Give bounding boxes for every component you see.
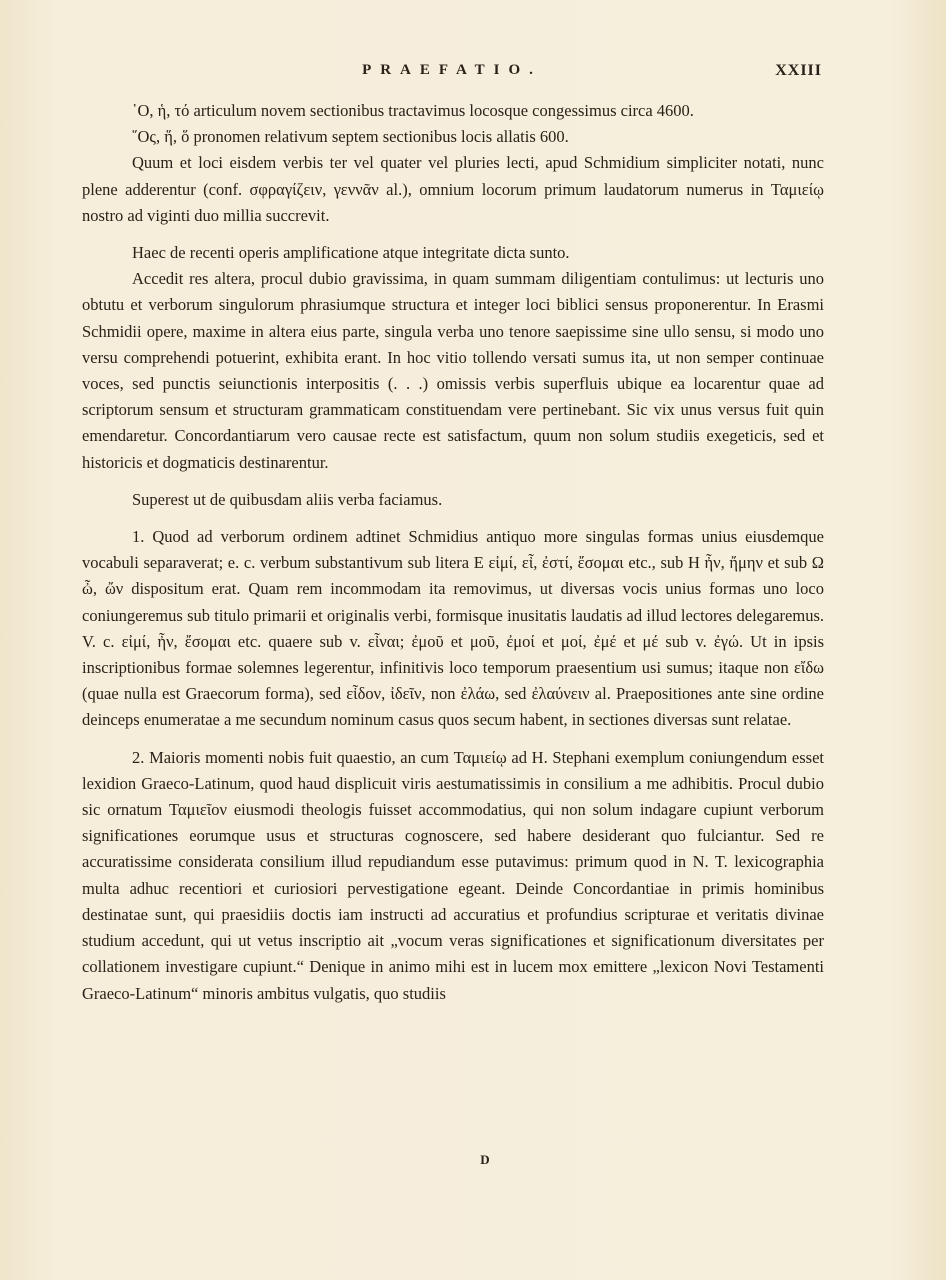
signature-mark: D bbox=[480, 1152, 490, 1167]
page-header bbox=[82, 60, 822, 84]
paragraph-articulus: ῾Ο, ἡ, τό articulum novem sectionibus tractavimus locosque congessimus circa 4600. bbox=[132, 101, 694, 120]
paragraph-amplificatio: Haec de recenti operis amplificatione atque integritate dicta sunto. bbox=[132, 243, 570, 263]
main-text bbox=[82, 98, 824, 1007]
page-number: XXIII bbox=[775, 62, 822, 79]
paragraph-res-altera: Accedit res altera, procul dubio gravissima, in quam summam diligentiam contulimus: ut lecturis uno obtutu et verborum singulorum phrasiumque structura et integer loci biblici sensus proponerentur. In Erasmi Schmidii opere, maxime in altera eius parte, singula verba uno tenore saepissime sine ullo sensu, si modo uno versu comprehendi potuerint, exhibita erant. In hoc vitio tollendo versati sumus ita, ut non semper continuae voces, sed punctis seiunctionis interpositis (. . .) omissis verbis superfluis ubique ea locarentur quae ad scriptorum sensum et structuram grammaticam constituendam vere pertinebant. Sic vix unus versus fuit quin emendaretur. Concordantiarum vero causae recte est satisfactum, quum non solum studiis exegeticis, sed et historicis et dogmaticis destinarentur. bbox=[82, 269, 824, 472]
running-title: PRAEFATIO. bbox=[362, 62, 542, 78]
paragraph-loci-numerus: Quum et loci eisdem verbis ter vel quater vel pluries lecti, apud Schmidium simpliciter notati, nunc plene adderentur (conf. σφραγίζειν, γεννᾶν al.), omnium locorum primum laudatorum numerus in Ταμιείῳ nostro ad viginti duo millia succrevit. bbox=[82, 153, 824, 225]
paragraph-superest: Superest ut de quibusdam aliis verba faciamus. bbox=[132, 489, 443, 509]
paragraph-verborum-ordo: 1. Quod ad verborum ordinem adtinet Schmidius antiquo more singulas formas unius eiusdemque vocabuli separaverat; e. c. verbum substantivum sub litera E εἰμί, εἶ, ἐστί, ἔσομαι etc., sub H ἦν, ἤμην et sub Ω ὦ, ὤν dispositum erat. Quam rem incommodam ita removimus, ut diversas vocis unius formas uno loco coniungeremus sub titulo primarii et originalis verbi, formisque inusitatis laudatis ad illud lectores delegaremus. V. c. εἰμί, ἦν, ἔσομαι etc. quaere sub v. εἶναι; ἐμοῦ et μοῦ, ἐμοί et μοί, ἐμέ et μέ sub v. ἐγώ. Ut in ipsis inscriptionibus formae solemnes legerentur, infinitivis loco temporum praesentium usi sumus; itaque non εἴδω (quae nulla est Graecorum forma), sed εἶδον, ἰδεῖν, non ἐλάω, sed ἐλαύνειν al. Praepositiones ante sine ordine deinceps enumeratae a me secundum nominum casus quos secum habent, in sectiones diversas sunt relatae. bbox=[82, 527, 824, 730]
paragraph-lexidion-quaestio: 2. Maioris momenti nobis fuit quaestio, an cum Ταμιείῳ ad H. Stephani exemplum coniungendum esset lexidion Graeco-Latinum, quod haud displicuit viris aestumatissimis in consilium a me adhibitis. Procul dubio sic ornatum Ταμιεῖον eiusmodi theologis fuisset accommodatius, qui non solum indagare cupiunt verborum significationes eorumque usus et structuras cognoscere, sed habere desiderant quo fulciantur. Sed re accuratissime considerata consilium illud repudiandum esse putavimus: primum quod in N. T. lexicographia multa adhuc recentiori et curiosiori pervestigatione egeant. Deinde Concordantiae in primis hominibus destinatae sunt, qui praesidiis doctis iam instructi ad accuratius et profundius scripturae et veritatis divinae studium accedunt, qui ut vetus inscriptio ait „vocum veras significationes et significationum diversitates per collationem investigare cupiunt.“ Denique in animo mihi est in lucem mox emittere „lexicon Novi Testamenti Graeco-Latinum“ minoris ambitus vulgatis, quo studiis bbox=[82, 747, 824, 1003]
paragraph-pronomen: ῞Ος, ἥ, ὅ pronomen relativum septem sectionibus locis allatis 600. bbox=[132, 127, 569, 147]
